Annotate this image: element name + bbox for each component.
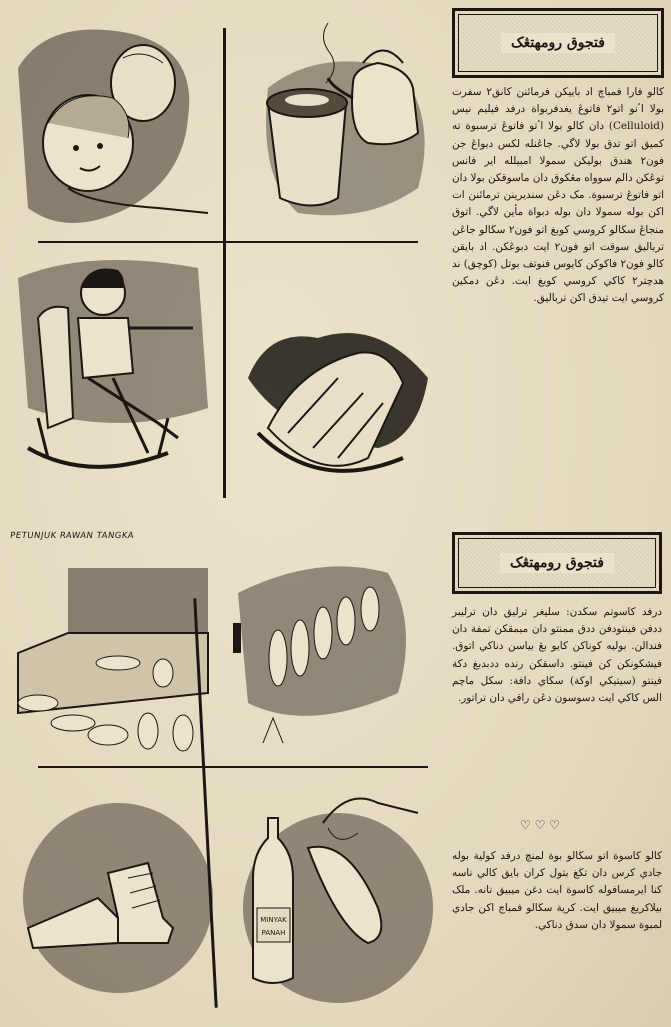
article-1-title-box bbox=[452, 8, 664, 78]
article-1-body: کالو فارا فمباچ اد بايیکن فرمائنن کانق٢ سفرت بولا اٴنو اتو٢ فاتوڠ يغدفربواة درفد فيليم نيس (Celluloid) دان کالو بولا اٴتو فاتوڠ ترسبوة ته کميق اتو تدق بولا لاگي. جاڠنله لکس دبواڠ جن فون٢ هندق بوليکن سمولا امبيلله اير فانس توڠکن دالم سوواه مڠکوق دان ماسوقکن بولا دان اتو فاتوڠ ترسبوة. مک دڠن سنديرينن ترمائنن ات اکن بوله سمولا دان بوله دبواة مأين لاگي. اتوق منجاڠ سڬالو کروسي کوبغ اتو فون٢ سڬالو جاڠن ترباليق سوقت اتو فون٢ ايت دبوڠکن. اد بايقن کالو فون٢ فاکوکن کايوس فنوتف بوتل (کوچق) ند هدچتر٢ کاکي کروسي کوبغ ايت. دڠن دمکين کروسي ايت تيدق اکن ترباليق. bbox=[452, 86, 665, 305]
bottle-label-bottom: PANAH bbox=[261, 929, 286, 937]
article-1-title: فتجوق رومهتڠک bbox=[501, 33, 615, 53]
panel-shoes-doorstep bbox=[8, 553, 222, 763]
article-2-body: درفد کاسوتم سڬدن: سليغر ترليق دان ترليبر ددفن فينتودفن ددق ممنتو دان ميمقکن تمفة دان فندالن. بوليه کوناکن کايو بڠ بياسن دناکي اتوق. فيشکونکن کن فينتو. داسقکن رنده ددبدبغ دکة فينتو (سيتيکي اوکة) سڬاي دافة: سکل ماچم الس کاکي ايت دسوسون دڠن راقي دان تراتور. bbox=[452, 606, 662, 705]
horizontal-divider-bottom bbox=[38, 766, 428, 768]
panel-child-with-ball bbox=[8, 8, 222, 238]
panel-rocking-chair bbox=[8, 248, 222, 498]
panel-boots bbox=[8, 778, 222, 1018]
section-divider-hearts: ♡ ♡ ♡ bbox=[520, 818, 560, 832]
vertical-divider-top bbox=[223, 28, 226, 498]
illustration-grid bbox=[8, 8, 442, 1020]
horizontal-divider-top bbox=[38, 241, 418, 243]
panel-overturned-chair bbox=[228, 308, 442, 498]
panel-shoe-rack bbox=[228, 553, 442, 763]
article-2-title-box bbox=[452, 532, 662, 594]
article-3-body: کالو کاسوة اتو سڬالو بوة لمنچ درفد کولية بوله جادي کرس دان تڬغ بتول کران بايق کالي ناسه کنا ايرمسافوله کاسوة ايت دغن ميبيق تانه. ملک بيلاکريغ ميبيق ايت. کرية سڬالو فمباچ اکن جادي لمبوة سمولا دان سدق دناکي. bbox=[452, 850, 662, 931]
panel-teapot bbox=[228, 8, 442, 238]
bottle-label-top: MINYAK bbox=[260, 916, 287, 924]
illustration-caption: PETUNJUK RAWAN TANGKA bbox=[9, 531, 135, 541]
article-2-title: فتجوق رومهتڠک bbox=[500, 553, 614, 573]
panel-oil-bottle bbox=[228, 778, 442, 1018]
